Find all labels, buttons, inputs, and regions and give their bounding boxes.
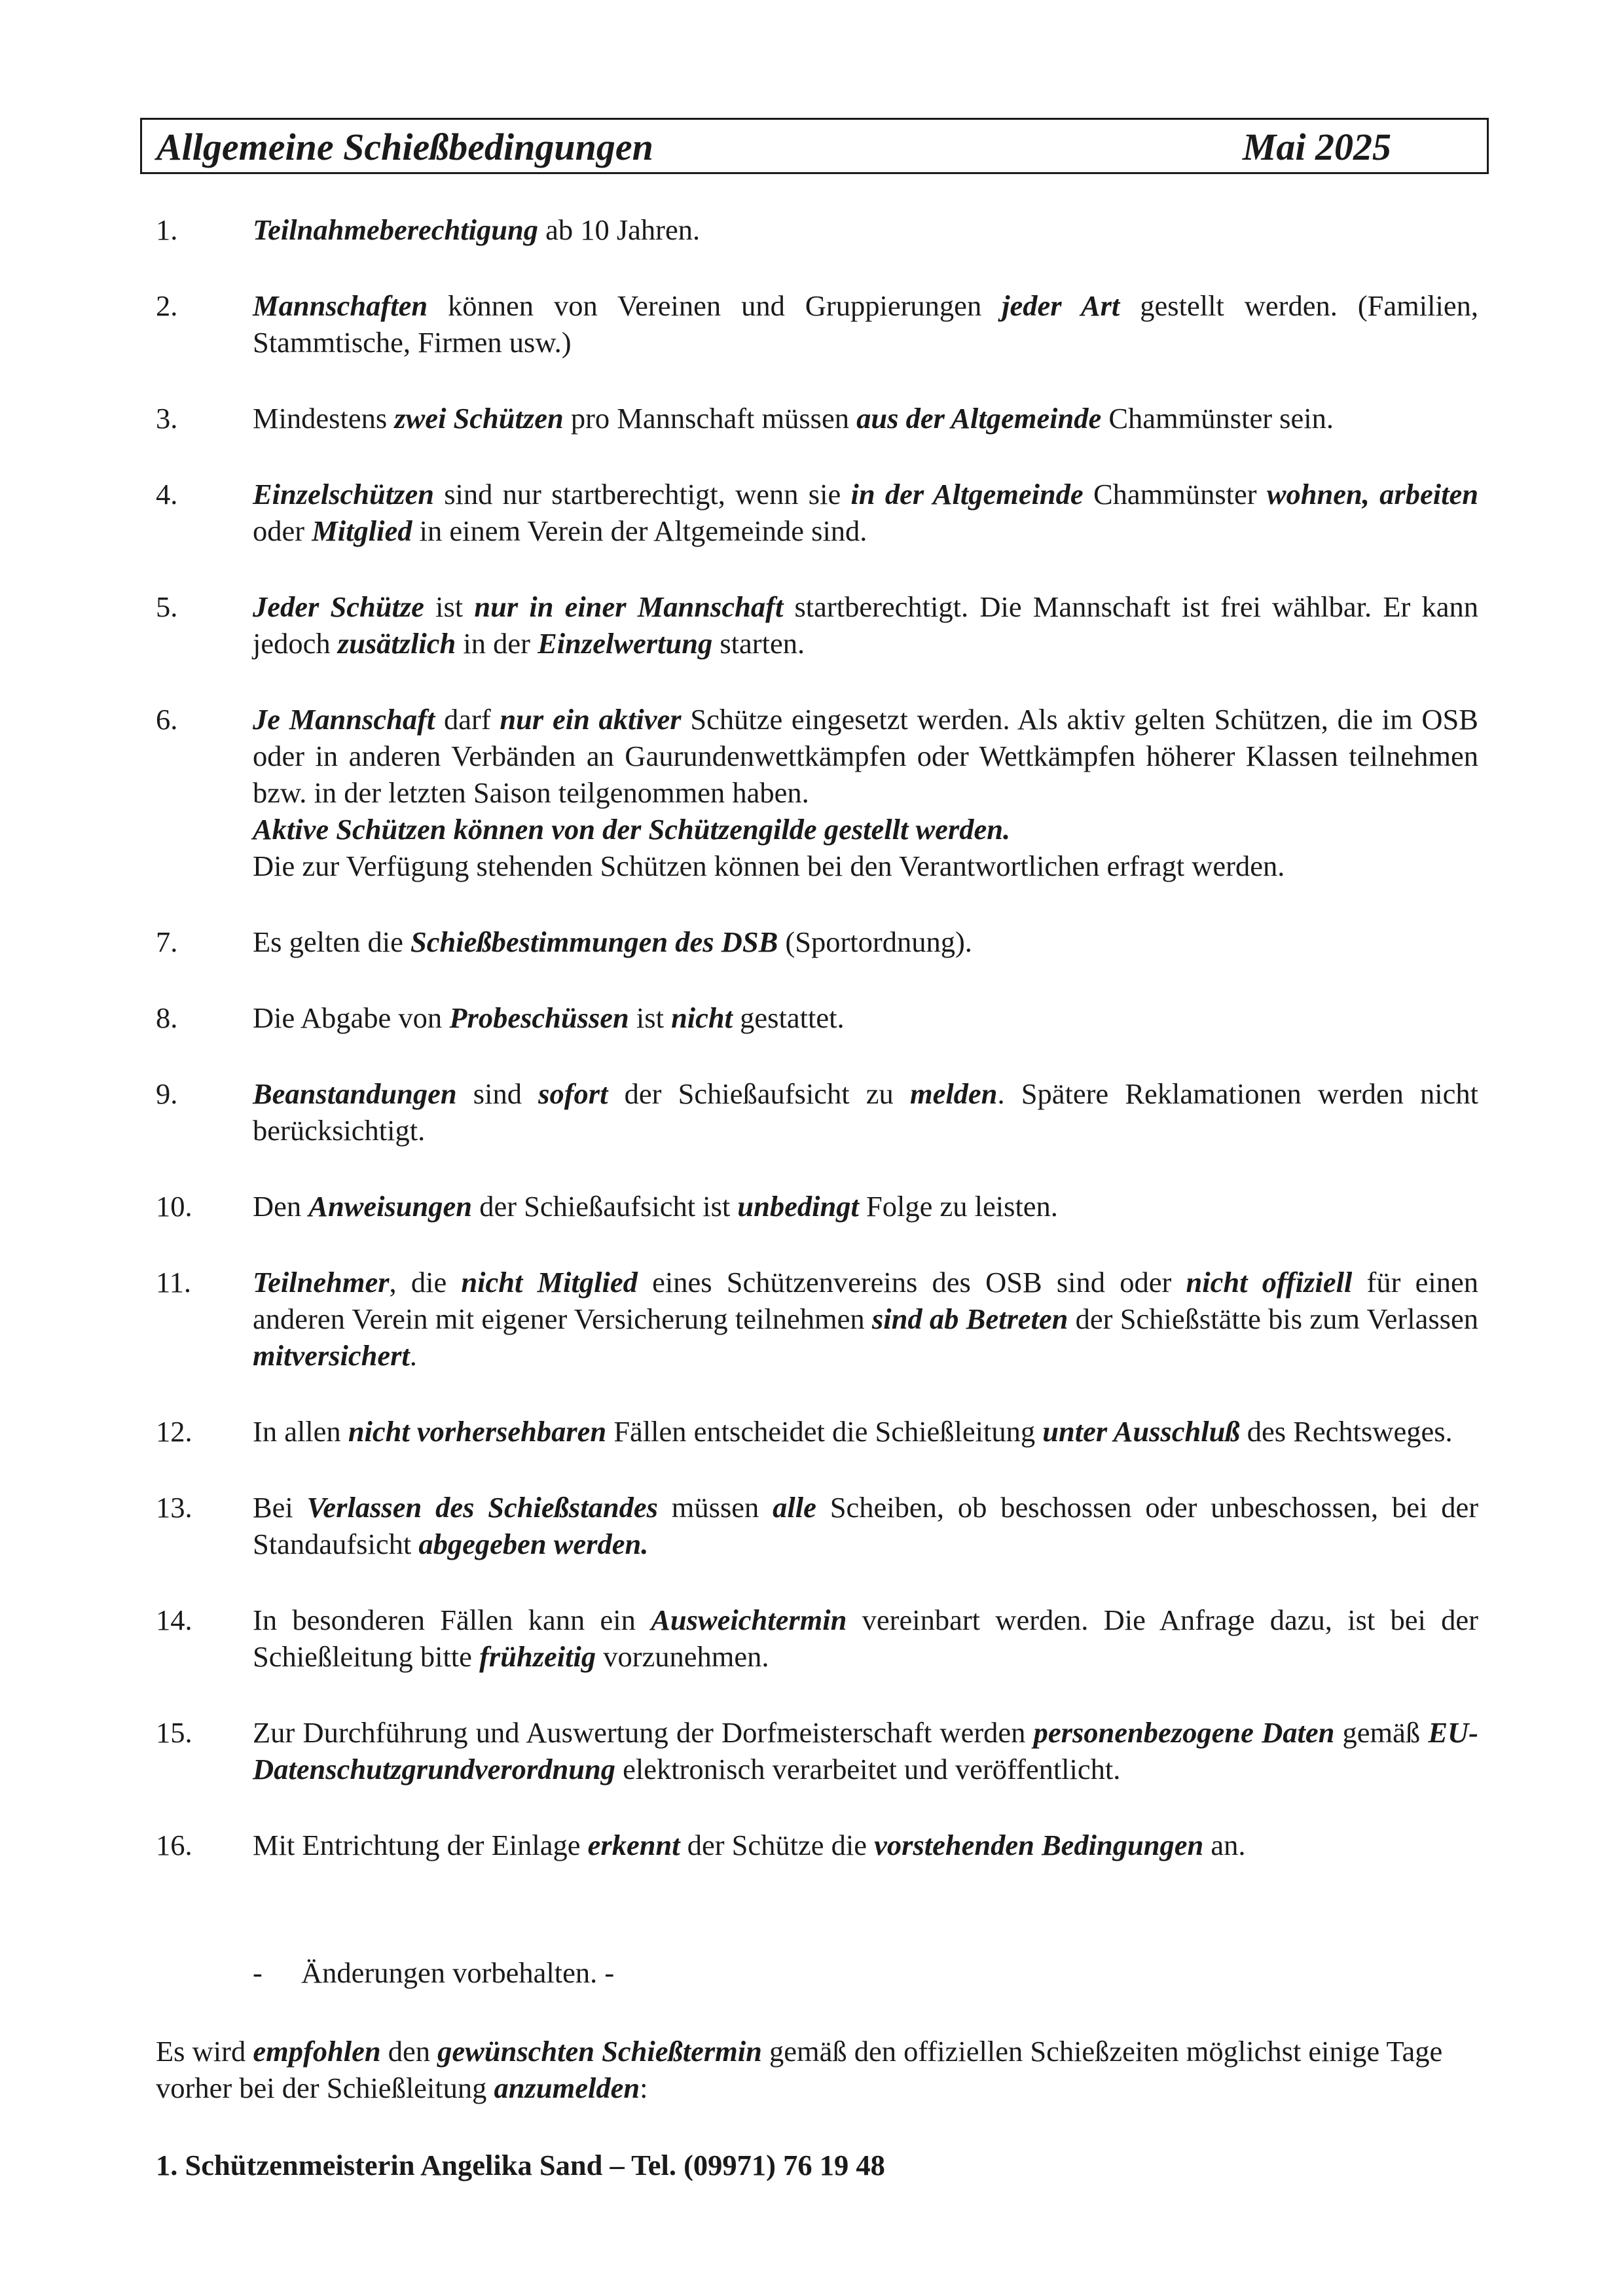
plain-text: startberechtigt. Die Mannschaft ist frei wählbar. Er kann jedoch [253,590,1478,660]
plain-text: (Sportordnung). [778,925,972,958]
emphasis-text: anzumelden [494,2072,640,2104]
plain-text: . Spätere Reklamationen werden nicht berücksichtigt. [253,1077,1478,1147]
plain-text: sind [456,1077,539,1110]
plain-text: Chammünster sein. [1101,402,1334,435]
plain-text: Folge zu leisten. [858,1190,1058,1223]
emphasis-text: Aktive Schützen können von der Schützengilde gestellt werden. [253,813,1011,846]
plain-text: sind nur startberechtigt, wenn sie [433,478,851,511]
rule-item [156,1602,1478,1675]
plain-text: starten. [712,627,805,660]
rule-text [253,1602,1478,1675]
rule-number: 11. [156,1266,191,1299]
rule-text [253,476,1478,549]
emphasis-text: nicht offiziell [1186,1266,1353,1299]
plain-text: Zur Durchführung und Auswertung der Dorfmeisterschaft werden [253,1716,1034,1749]
rule-number: 16. [156,1829,192,1861]
emphasis-text: erkennt [587,1829,680,1861]
emphasis-text: zwei Schützen [394,402,564,435]
rule-number: 6. [156,703,178,736]
rule-item [156,1188,1478,1225]
emphasis-text: Beanstandungen [253,1077,457,1110]
emphasis-text: Schießbestimmungen des DSB [410,925,778,958]
plain-text: eines Schützenvereins des OSB sind oder [637,1266,1186,1299]
rule-text [253,701,1478,884]
plain-text: Es wird [156,2035,253,2068]
emphasis-text: mitversichert [253,1339,410,1372]
plain-text: der Schießaufsicht ist [472,1190,738,1223]
emphasis-text: sofort [538,1077,608,1110]
emphasis-text: vorstehenden Bedingungen [874,1829,1204,1861]
plain-text: darf [435,703,500,736]
emphasis-text: abgegeben werden. [418,1528,649,1560]
plain-text: in einem Verein der Altgemeinde sind. [412,514,867,547]
plain-text: : [640,2072,648,2104]
rule-item [156,1827,1478,1863]
emphasis-text: Teilnahmeberechtigung [253,213,538,246]
plain-text: müssen [657,1491,773,1524]
document-date: Mai 2025 [1242,126,1391,168]
rule-item [156,1413,1478,1450]
emphasis-text: wohnen, arbeiten [1266,478,1478,511]
emphasis-text: in der Altgemeinde [850,478,1084,511]
plain-text: In allen [253,1415,348,1448]
plain-text: ist [424,590,475,623]
plain-text: der Schießstätte bis zum Verlassen [1068,1302,1478,1335]
plain-text: vereinbart werden. Die Anfrage dazu, ist bei der Schießleitung bitte [253,1604,1478,1673]
rule-text [253,400,1478,437]
emphasis-text: Ausweichtermin [651,1604,847,1636]
rule-number: 9. [156,1077,178,1110]
rule-number: 8. [156,1001,178,1034]
rule-item [156,400,1478,437]
rule-number: 3. [156,402,178,435]
emphasis-text: personenbezogene Daten [1033,1716,1335,1749]
emphasis-text: Je Mannschaft [253,703,435,736]
emphasis-text: nicht vorhersehbaren [348,1415,607,1448]
emphasis-text: jeder Art [1002,289,1120,322]
rule-number: 5. [156,590,178,623]
plain-text: elektronisch verarbeitet und veröffentlicht. [615,1753,1121,1785]
emphasis-text: unbedingt [737,1190,859,1223]
rule-text [253,999,1478,1036]
plain-text: Chammünster [1083,478,1267,511]
rule-text [253,1075,1478,1149]
rule-text [253,588,1478,662]
rule-item [156,476,1478,549]
emphasis-text: frühzeitig [479,1640,596,1673]
rule-number: 14. [156,1604,192,1636]
plain-text: gemäß [1334,1716,1429,1749]
plain-text: oder [253,514,312,547]
rule-text [253,1714,1478,1787]
plain-text: der Schießaufsicht zu [608,1077,910,1110]
emphasis-text: Probeschüssen [449,1001,629,1034]
rule-item [156,701,1478,884]
emphasis-text: nur in einer Mannschaft [474,590,784,623]
emphasis-text: Jeder Schütze [253,590,424,623]
emphasis-text: alle [773,1491,816,1524]
plain-text: des Rechtsweges. [1239,1415,1453,1448]
emphasis-text: unter Ausschluß [1042,1415,1240,1448]
emphasis-text: Teilnehmer [253,1266,390,1299]
plain-text: In besonderen Fällen kann ein [253,1604,651,1636]
plain-text: pro Mannschaft müssen [563,402,857,435]
emphasis-text: sind ab Betreten [871,1302,1068,1335]
emphasis-text: zusätzlich [337,627,456,660]
plain-text: gestellt werden. (Familien, Stammtische, Firmen usw.) [253,289,1478,359]
emphasis-text: Einzelschützen [253,478,434,511]
rule-text [253,1188,1478,1225]
plain-text: Den [253,1190,309,1223]
changes-note [253,1954,614,1991]
emphasis-text: aus der Altgemeinde [856,402,1102,435]
plain-text: Es gelten die [253,925,410,958]
rule-number: 4. [156,478,178,511]
rule-text [253,1413,1478,1450]
emphasis-text: gewünschten Schießtermin [437,2035,762,2068]
plain-text: Mindestens [253,402,395,435]
rule-item [156,1714,1478,1787]
rule-item [156,924,1478,960]
plain-text: Die Abgabe von [253,1001,450,1034]
emphasis-text: melden [909,1077,998,1110]
contact-line: 1. Schützenmeisterin Angelika Sand – Tel. (09971) 76 19 48 [156,2149,885,2181]
rule-item [156,1075,1478,1149]
rule-text [253,1489,1478,1562]
rule-text [253,211,1478,248]
plain-text: den [380,2035,438,2068]
plain-text: vorzunehmen. [596,1640,769,1673]
document-header [140,118,1489,174]
emphasis-text: Verlassen des Schießstandes [306,1491,658,1524]
plain-text: in der [456,627,538,660]
plain-text: Fällen entscheidet die Schießleitung [606,1415,1043,1448]
emphasis-text: EU-Datenschutzgrundverordnung [253,1716,1478,1785]
emphasis-text: Anweisungen [308,1190,473,1223]
plain-text: Scheiben, ob beschossen oder unbeschossen, bei der Standaufsicht [253,1491,1479,1560]
emphasis-text: empfohlen [253,2035,381,2068]
note-dash: - [253,1956,263,1989]
registration-recommendation [156,2033,1478,2106]
plain-text: gestattet. [733,1001,845,1034]
emphasis-text: Mannschaften [253,289,428,322]
plain-text: können von Vereinen und Gruppierungen [428,289,1002,322]
plain-text: gemäß den offiziellen Schießzeiten möglichst einige Tage vorher bei der Schießleitung [156,2035,1443,2104]
plain-text: , die [389,1266,462,1299]
plain-text: Die zur Verfügung stehenden Schützen können bei den Verantwortlichen erfragt werden. [253,850,1285,882]
plain-text: der Schütze die [680,1829,875,1861]
plain-text: ab 10 Jahren. [538,213,701,246]
rule-number: 13. [156,1491,192,1524]
rule-text [253,1827,1478,1863]
emphasis-text: nur ein aktiver [500,703,682,736]
rule-number: 7. [156,925,178,958]
rule-text [253,924,1478,960]
rule-number: 10. [156,1190,192,1223]
rule-number: 1. [156,213,178,246]
rule-item [156,588,1478,662]
rule-text [253,287,1478,361]
rule-text [253,1264,1478,1374]
emphasis-text: nicht [671,1001,733,1034]
rule-item [156,287,1478,361]
plain-text: ist [629,1001,672,1034]
plain-text: . [409,1339,417,1372]
rules-list [156,211,1478,1903]
plain-text: Mit Entrichtung der Einlage [253,1829,588,1861]
rule-item [156,1264,1478,1374]
rule-number: 12. [156,1415,192,1448]
rule-item [156,211,1478,248]
rule-number: 2. [156,289,178,322]
emphasis-text: Einzelwertung [538,627,713,660]
plain-text: an. [1203,1829,1246,1861]
plain-text: Bei [253,1491,307,1524]
note-text: Änderungen vorbehalten. - [301,1956,615,1989]
rule-item [156,999,1478,1036]
emphasis-text: Mitglied [312,514,412,547]
rule-number: 15. [156,1716,192,1749]
plain-text: Schütze eingesetzt werden. Als aktiv gelten Schützen, die im OSB oder in anderen Verbänden an Gaurundenwettkämpfen oder Wettkämpfen höherer Klassen teilnehmen bzw. in der letzten Saison teilgenommen haben. [253,703,1478,809]
document-title: Allgemeine Schießbedingungen [156,126,653,168]
emphasis-text: nicht Mitglied [461,1266,638,1299]
rule-item [156,1489,1478,1562]
plain-text: für einen anderen Verein mit eigener Versicherung teilnehmen [253,1266,1478,1335]
